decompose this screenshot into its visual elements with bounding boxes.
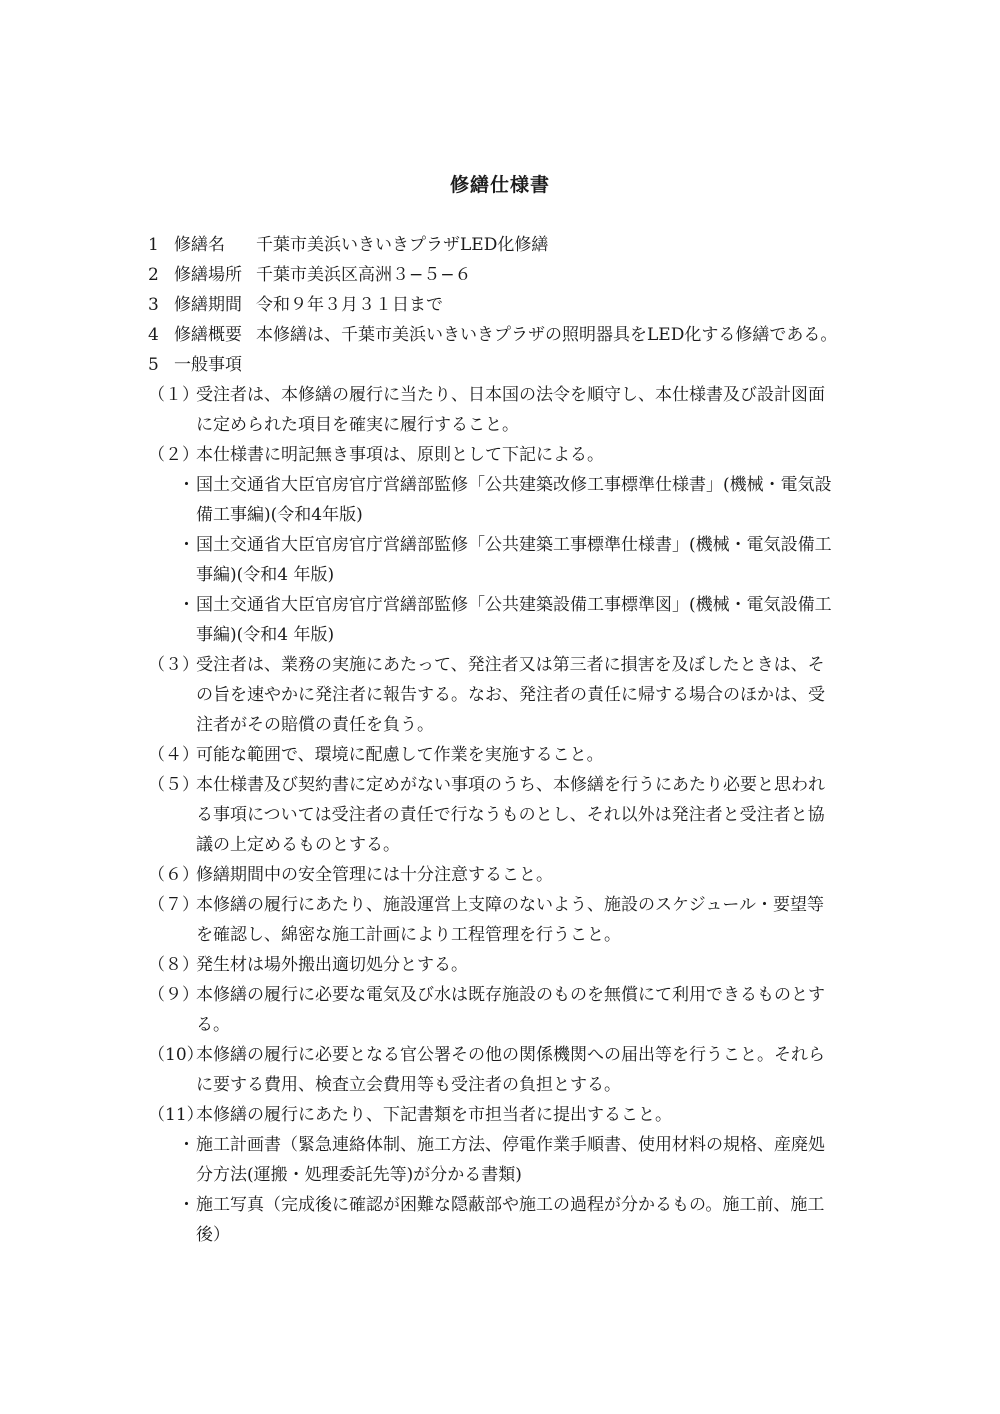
header-item: [148, 350, 868, 380]
header-item-label: 修繕概要: [174, 325, 242, 345]
text-line: に要する費用、検査立会費用等も受注者の負担とする。: [196, 1075, 621, 1095]
text-line: 国土交通省大臣官房官庁営繕部監修「公共建築設備工事標準図」(機械・電気設備工: [196, 595, 832, 615]
header-item-value: 令和９年３月３１日まで: [256, 295, 443, 315]
bullet-text: [196, 1190, 868, 1250]
header-item-number: 3: [148, 295, 159, 315]
text-line: 本修繕の履行に必要な電気及び水は既存施設のものを無償にて利用できるものとす: [196, 985, 825, 1005]
general-item-number: （４）: [148, 745, 199, 765]
general-item-number: （９）: [148, 985, 199, 1005]
general-item-number: （５）: [148, 775, 199, 795]
text-line: 受注者は、業務の実施にあたって、発注者又は第三者に損害を及ぼしたときは、そ: [196, 655, 825, 675]
header-item: [148, 260, 868, 290]
general-item-text: [196, 890, 868, 950]
general-item: [148, 650, 868, 740]
text-line: る。: [196, 1015, 230, 1035]
bullet-item: [148, 590, 868, 650]
general-item-number: （６）: [148, 865, 199, 885]
text-line: を確認し、綿密な施工計画により工程管理を行うこと。: [196, 925, 621, 945]
general-item: [148, 860, 868, 890]
bullet-dot: ・: [178, 1195, 195, 1215]
bullet-text: [196, 530, 868, 590]
general-item: [148, 890, 868, 950]
text-line: 国土交通省大臣官房官庁営繕部監修「公共建築改修工事標準仕様書」(機械・電気設: [196, 475, 832, 495]
text-line: 注者がその賠償の責任を負う。: [196, 715, 434, 735]
text-line: 本仕様書に明記無き事項は、原則として下記による。: [196, 445, 604, 465]
general-item-text: [196, 440, 868, 470]
general-item: [148, 1100, 868, 1130]
header-item: [148, 230, 868, 260]
bullet-item: [148, 470, 868, 530]
text-line: 分方法(運搬・処理委託先等)が分かる書類): [196, 1165, 522, 1185]
text-line: 修繕期間中の安全管理には十分注意すること。: [196, 865, 553, 885]
general-item-number: （10）: [148, 1045, 204, 1065]
general-item-text: [196, 1040, 868, 1100]
text-line: 国土交通省大臣官房官庁営繕部監修「公共建築工事標準仕様書」(機械・電気設備工: [196, 535, 832, 555]
bullet-item: [148, 1190, 868, 1250]
general-item: [148, 380, 868, 440]
text-line: る事項については受注者の責任で行なうものとし、それ以外は発注者と受注者と協: [196, 805, 825, 825]
header-item-value: 千葉市美浜いきいきプラザLED化修繕: [256, 235, 549, 255]
text-line: 事編)(令和4 年版): [196, 565, 335, 585]
header-item-number: 5: [148, 355, 159, 375]
header-item-value: 千葉市美浜区高洲３−５−６: [256, 265, 472, 285]
header-item-value: 本修繕は、千葉市美浜いきいきプラザの照明器具をLED化する修繕である。: [256, 325, 838, 345]
header-item-number: 1: [148, 235, 159, 255]
text-line: 可能な範囲で、環境に配慮して作業を実施すること。: [196, 745, 604, 765]
text-line: に定められた項目を確実に履行すること。: [196, 415, 519, 435]
text-line: 備工事編)(令和4年版): [196, 505, 363, 525]
general-item-number: （８）: [148, 955, 199, 975]
text-line: 後）: [196, 1225, 230, 1245]
general-item-text: [196, 650, 868, 740]
general-item-text: [196, 770, 868, 860]
bullet-item: [148, 530, 868, 590]
general-item: [148, 440, 868, 470]
bullet-dot: ・: [178, 595, 195, 615]
text-line: 事編)(令和4 年版): [196, 625, 335, 645]
bullet-item: [148, 1130, 868, 1190]
header-item-label: 一般事項: [174, 355, 242, 375]
bullet-text: [196, 1130, 868, 1190]
header-item-number: 4: [148, 325, 159, 345]
text-line: 本仕様書及び契約書に定めがない事項のうち、本修繕を行うにあたり必要と思われ: [196, 775, 825, 795]
header-item-label: 修繕場所: [174, 265, 242, 285]
text-line: 議の上定めるものとする。: [196, 835, 400, 855]
general-item-text: [196, 1100, 868, 1130]
header-items: [148, 230, 868, 380]
text-line: 本修繕の履行にあたり、下記書類を市担当者に提出すること。: [196, 1105, 672, 1125]
header-item: [148, 320, 868, 350]
general-item-text: [196, 860, 868, 890]
text-line: 施工計画書（緊急連絡体制、施工方法、停電作業手順書、使用材料の規格、産廃処: [196, 1135, 825, 1155]
bullet-dot: ・: [178, 1135, 195, 1155]
bullet-dot: ・: [178, 475, 195, 495]
general-item: [148, 980, 868, 1040]
general-item: [148, 740, 868, 770]
general-item-number: （７）: [148, 895, 199, 915]
header-item-number: 2: [148, 265, 159, 285]
general-item-text: [196, 980, 868, 1040]
general-item-number: （３）: [148, 655, 199, 675]
document-body: [148, 230, 868, 1250]
general-items: [148, 380, 868, 1250]
general-item-text: [196, 380, 868, 440]
text-line: 施工写真（完成後に確認が困難な隠蔽部や施工の過程が分かるもの。施工前、施工: [196, 1195, 825, 1215]
general-item-number: （１）: [148, 385, 199, 405]
general-item-number: （11）: [148, 1105, 204, 1125]
general-item: [148, 1040, 868, 1100]
general-item: [148, 770, 868, 860]
general-item: [148, 950, 868, 980]
general-item-text: [196, 740, 868, 770]
text-line: 本修繕の履行に必要となる官公署その他の関係機関への届出等を行うこと。それら: [196, 1045, 825, 1065]
bullet-dot: ・: [178, 535, 195, 555]
document-title: 修繕仕様書: [449, 174, 550, 196]
text-line: の旨を速やかに発注者に報告する。なお、発注者の責任に帰する場合のほかは、受: [196, 685, 825, 705]
bullet-text: [196, 590, 868, 650]
general-item-number: （２）: [148, 445, 199, 465]
text-line: 本修繕の履行にあたり、施設運営上支障のないよう、施設のスケジュール・要望等: [196, 895, 824, 915]
bullet-text: [196, 470, 868, 530]
text-line: 発生材は場外搬出適切処分とする。: [196, 955, 468, 975]
general-item-text: [196, 950, 868, 980]
header-item: [148, 290, 868, 320]
header-item-label: 修繕名: [174, 235, 225, 255]
header-item-label: 修繕期間: [174, 295, 242, 315]
text-line: 受注者は、本修繕の履行に当たり、日本国の法令を順守し、本仕様書及び設計図面: [196, 385, 825, 405]
